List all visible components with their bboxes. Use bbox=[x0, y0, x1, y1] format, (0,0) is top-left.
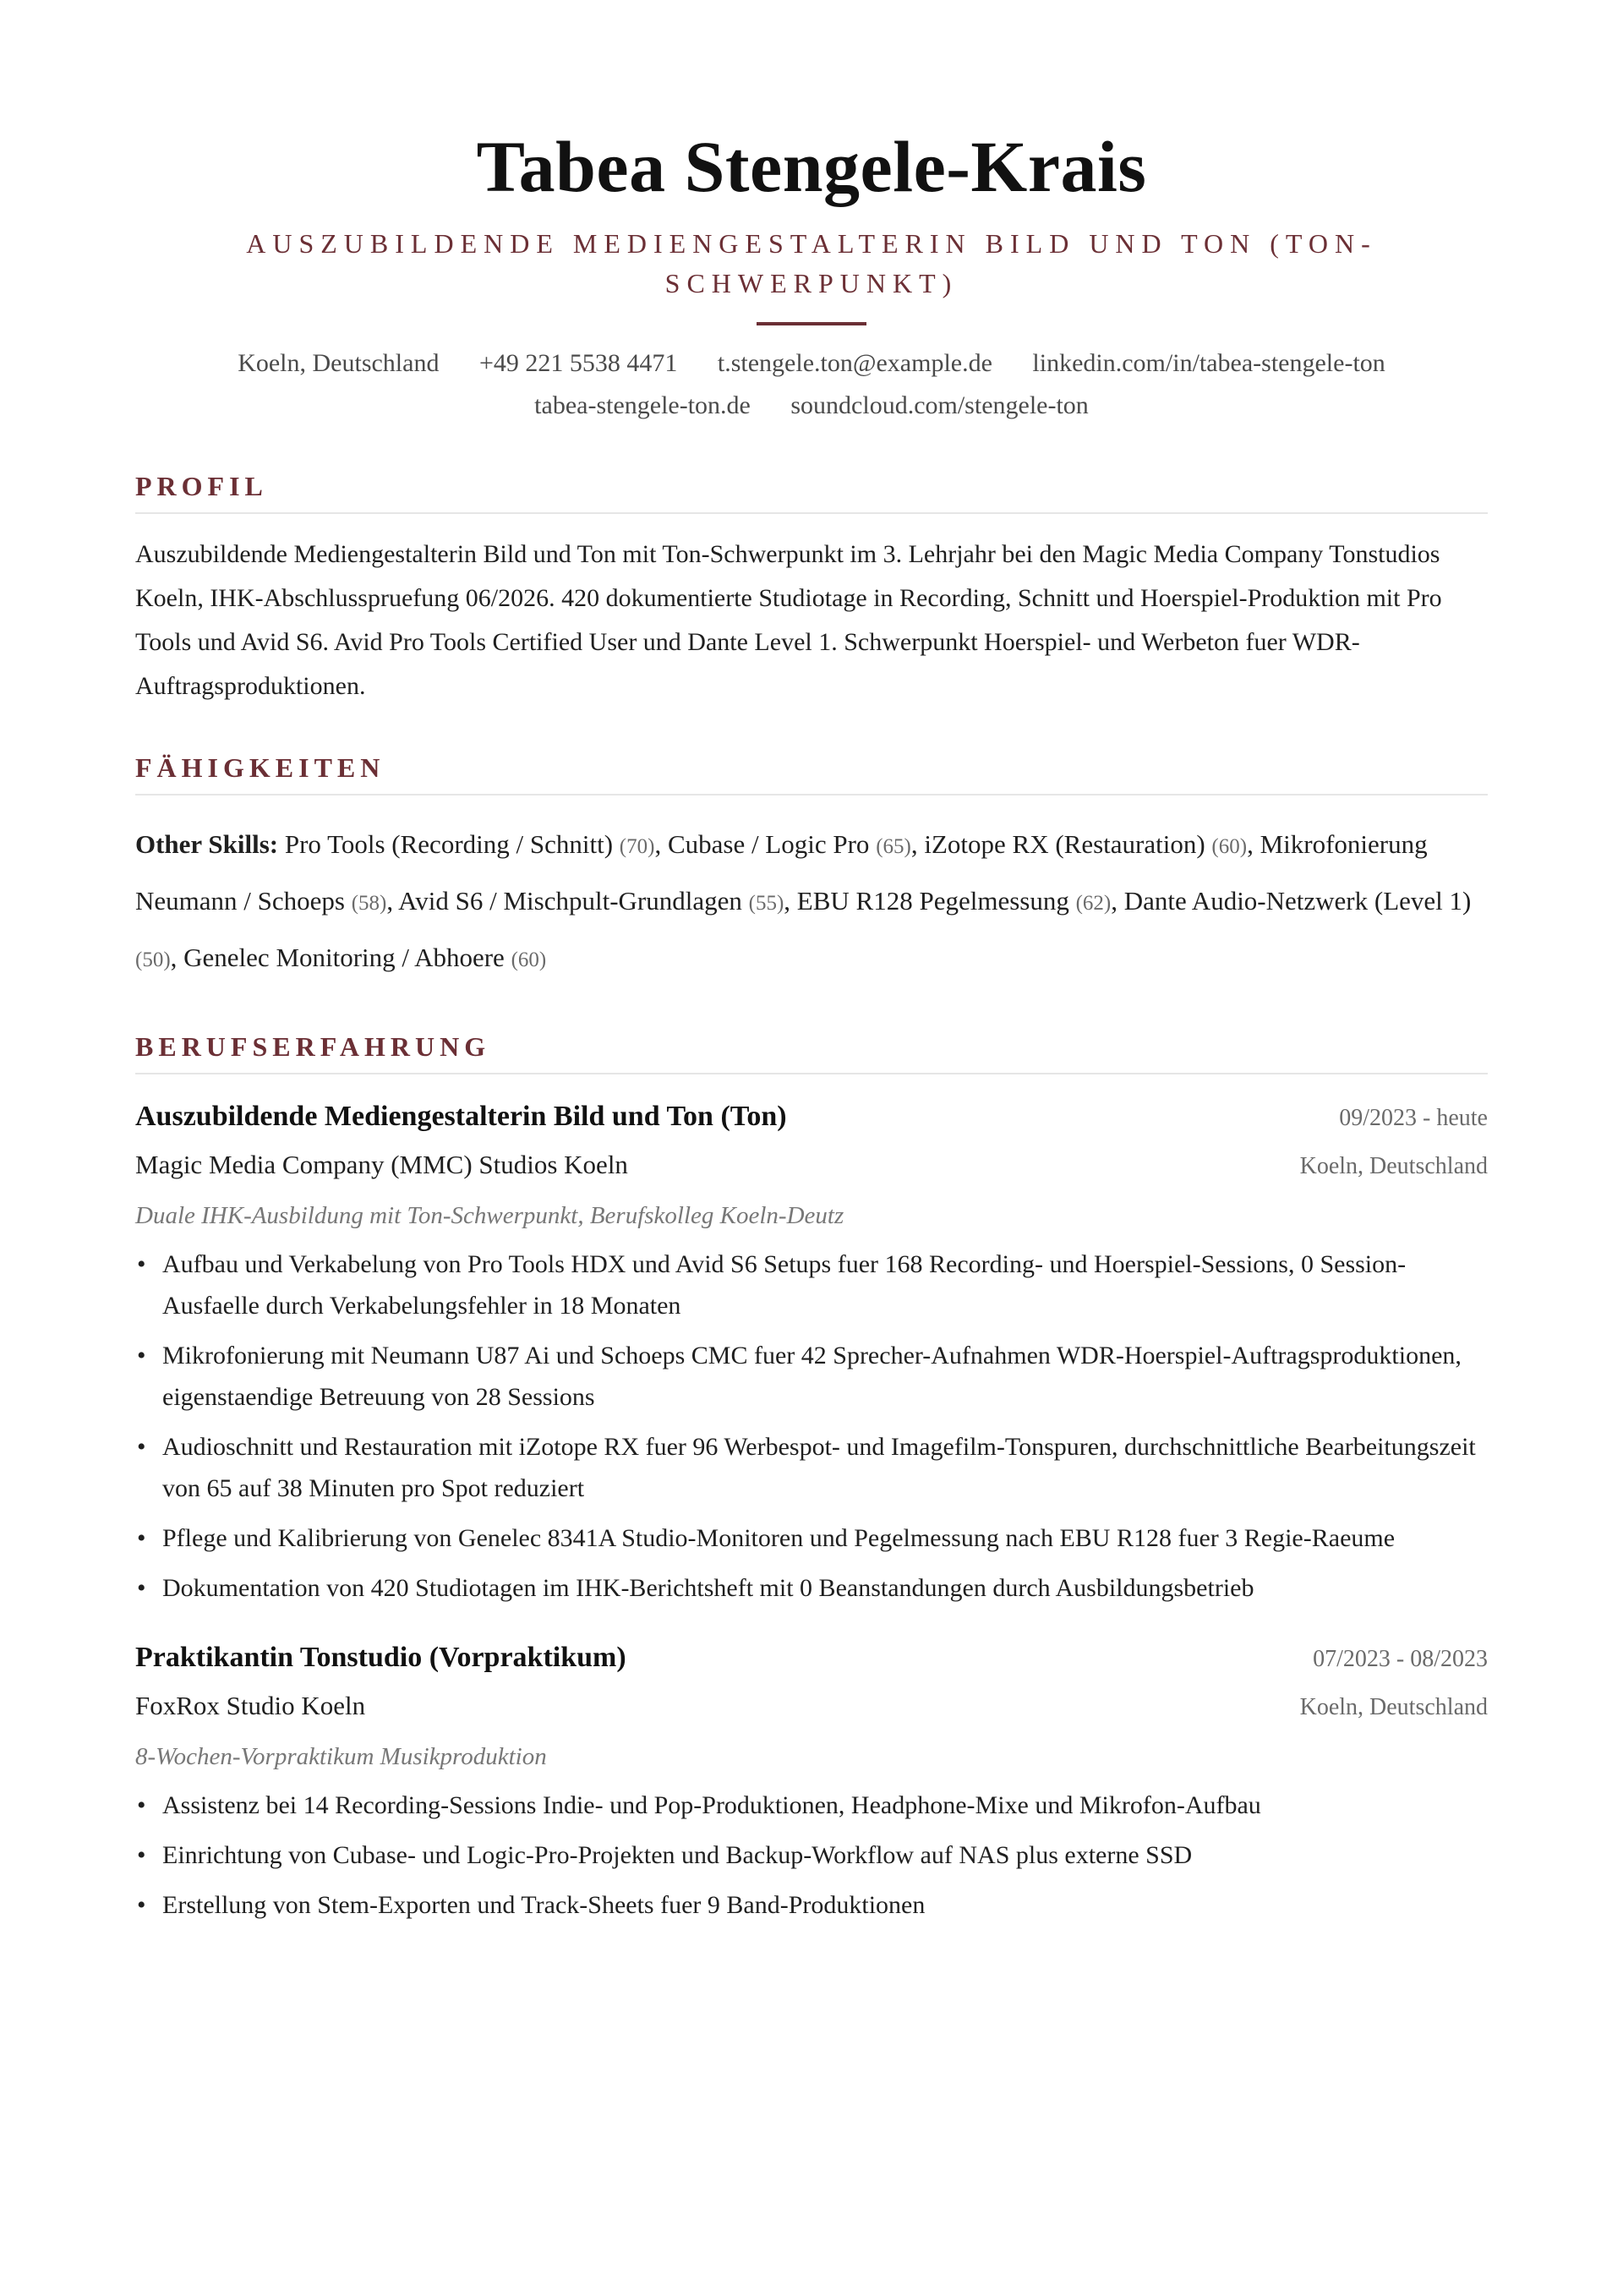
candidate-name: Tabea Stengele-Krais bbox=[476, 126, 1147, 207]
header-divider bbox=[757, 322, 866, 325]
contact-row-primary bbox=[135, 342, 1488, 385]
skill-item bbox=[285, 829, 661, 859]
job-date: 07/2023 - 08/2023 bbox=[1313, 1645, 1488, 1672]
job-bullet: • Audioschnitt und Restauration mit iZotope RX fuer 96 Werbespot- und Imagefilm-Tonspuren, durchschnittliche Bearbeitungszeit von 65 auf 38 Minuten pro Spot reduziert bbox=[135, 1426, 1488, 1509]
contact-phone[interactable]: +49 221 5538 4471 bbox=[478, 348, 678, 377]
skill-separator: , bbox=[170, 942, 178, 972]
job-header bbox=[135, 1634, 1488, 1681]
job-note: 8-Wochen-Vorpraktikum Musikproduktion bbox=[135, 1742, 547, 1770]
profile-summary: Auszubildende Mediengestalterin Bild und Ton mit Ton-Schwerpunkt im 3. Lehrjahr bei den Magic Media Company Tonstudios Koeln, IHK-Abschlusspruefung 06/2026. 420 dokumentierte Studiotage in Recording, Schnitt und Hoerspiel-Produktion mit Pro Tools und Avid S6. Avid Pro Tools Certified User und Dante Level 1. Schwerpunkt Hoerspiel- und Werbeton fuer WDR-Auftragsproduktionen. bbox=[135, 539, 1442, 700]
contact-info bbox=[135, 342, 1488, 427]
job-bullet: • Mikrofonierung mit Neumann U87 Ai und Schoeps CMC fuer 42 Sprecher-Aufnahmen WDR-Hoerspiel-Auftragsproduktionen, eigenstaendige Betreuung von 28 Sessions bbox=[135, 1335, 1488, 1418]
job-company: FoxRox Studio Koeln bbox=[135, 1690, 366, 1720]
skill-level: (60) bbox=[1211, 834, 1248, 858]
skill-name: Mikrofonierung Neumann / Schoeps bbox=[135, 828, 1428, 916]
experience-section bbox=[135, 1031, 1488, 1926]
job-location: Koeln, Deutschland bbox=[1299, 1152, 1488, 1179]
skill-name: Genelec Monitoring / Abhoere bbox=[183, 942, 505, 972]
contact-email[interactable]: t.stengele.ton@example.de bbox=[717, 348, 992, 377]
job-entry bbox=[135, 1093, 1488, 1609]
skill-name: Dante Audio-Netzwerk (Level 1) bbox=[1123, 885, 1472, 916]
contact-linkedin[interactable]: linkedin.com/in/tabea-stengele-ton bbox=[1032, 348, 1385, 377]
skill-level: (70) bbox=[619, 834, 655, 858]
job-note: Duale IHK-Ausbildung mit Ton-Schwerpunkt, Berufskolleg Koeln-Deutz bbox=[135, 1201, 844, 1229]
job-bullet: • Aufbau und Verkabelung von Pro Tools HDX und Avid S6 Setups fuer 168 Recording- und Hoerspiel-Sessions, 0 Session-Ausfaelle durch Verkabelungsfehler in 18 Monaten bbox=[135, 1244, 1488, 1326]
job-title: Praktikantin Tonstudio (Vorpraktikum) bbox=[135, 1641, 626, 1673]
job-bullets bbox=[135, 1785, 1488, 1926]
skill-name: iZotope RX (Restauration) bbox=[924, 828, 1205, 859]
experience-heading: BERUFSERFAHRUNG bbox=[135, 1031, 1488, 1074]
job-bullet: • Assistenz bei 14 Recording-Sessions Indie- und Pop-Produktionen, Headphone-Mixe und Mikrofon-Aufbau bbox=[135, 1785, 1488, 1826]
contact-soundcloud[interactable]: soundcloud.com/stengele-ton bbox=[790, 391, 1089, 419]
skill-separator: , bbox=[654, 828, 662, 859]
skill-item bbox=[183, 943, 546, 972]
skill-name: EBU R128 Pegelmessung bbox=[796, 885, 1069, 916]
job-bullet: • Dokumentation von 420 Studiotagen im IHK-Berichtsheft mit 0 Beanstandungen durch Ausbildungsbetrieb bbox=[135, 1567, 1488, 1609]
job-company: Magic Media Company (MMC) Studios Koeln bbox=[135, 1149, 628, 1179]
profile-section bbox=[135, 471, 1488, 708]
skill-level: (50) bbox=[135, 948, 171, 971]
skill-level: (58) bbox=[351, 891, 387, 915]
skill-name: Avid S6 / Mischpult-Grundlagen bbox=[398, 885, 742, 916]
job-header bbox=[135, 1093, 1488, 1140]
contact-location: Koeln, Deutschland bbox=[238, 348, 440, 377]
skill-separator: , bbox=[910, 828, 918, 859]
job-bullet: • Erstellung von Stem-Exporten und Track-Sheets fuer 9 Band-Produktionen bbox=[135, 1884, 1488, 1926]
contact-row-secondary bbox=[135, 385, 1488, 427]
skill-level: (65) bbox=[876, 834, 911, 858]
skill-item bbox=[668, 829, 918, 859]
skill-separator: , bbox=[784, 885, 791, 916]
job-bullet: • Pflege und Kalibrierung von Genelec 8341A Studio-Monitoren und Pegelmessung nach EBU R128 fuer 3 Regie-Raeume bbox=[135, 1517, 1488, 1559]
job-location: Koeln, Deutschland bbox=[1299, 1693, 1488, 1720]
skill-item bbox=[398, 886, 790, 916]
skill-name: Pro Tools (Recording / Schnitt) bbox=[284, 828, 614, 859]
contact-website[interactable]: tabea-stengele-ton.de bbox=[534, 391, 751, 419]
skills-label: Other Skills: bbox=[135, 828, 279, 859]
skills-heading: FÄHIGKEITEN bbox=[135, 752, 1488, 795]
job-entry bbox=[135, 1634, 1488, 1926]
skill-level: (60) bbox=[511, 948, 547, 971]
skills-section bbox=[135, 752, 1488, 987]
skill-separator: , bbox=[1111, 885, 1118, 916]
skill-item bbox=[797, 886, 1118, 916]
skill-name: Cubase / Logic Pro bbox=[667, 828, 870, 859]
resume-header bbox=[135, 0, 1488, 427]
job-subheader bbox=[135, 1140, 1488, 1189]
job-title: Auszubildende Mediengestalterin Bild und Ton (Ton) bbox=[135, 1100, 787, 1132]
skill-item bbox=[924, 829, 1253, 859]
skill-separator: , bbox=[1247, 828, 1254, 859]
skill-level: (62) bbox=[1075, 891, 1112, 915]
skill-separator: , bbox=[386, 885, 394, 916]
profile-heading: PROFIL bbox=[135, 471, 1488, 514]
skills-list bbox=[135, 817, 1488, 987]
job-bullet: • Einrichtung von Cubase- und Logic-Pro-Projekten und Backup-Workflow auf NAS plus externe SSD bbox=[135, 1834, 1488, 1876]
job-bullets bbox=[135, 1244, 1488, 1609]
job-date: 09/2023 - heute bbox=[1339, 1104, 1488, 1131]
job-subheader bbox=[135, 1681, 1488, 1730]
skill-level: (55) bbox=[748, 891, 784, 915]
candidate-headline: AUSZUBILDENDE MEDIENGESTALTERIN BILD UND TON (TON-SCHWERPUNKT) bbox=[246, 227, 1377, 298]
